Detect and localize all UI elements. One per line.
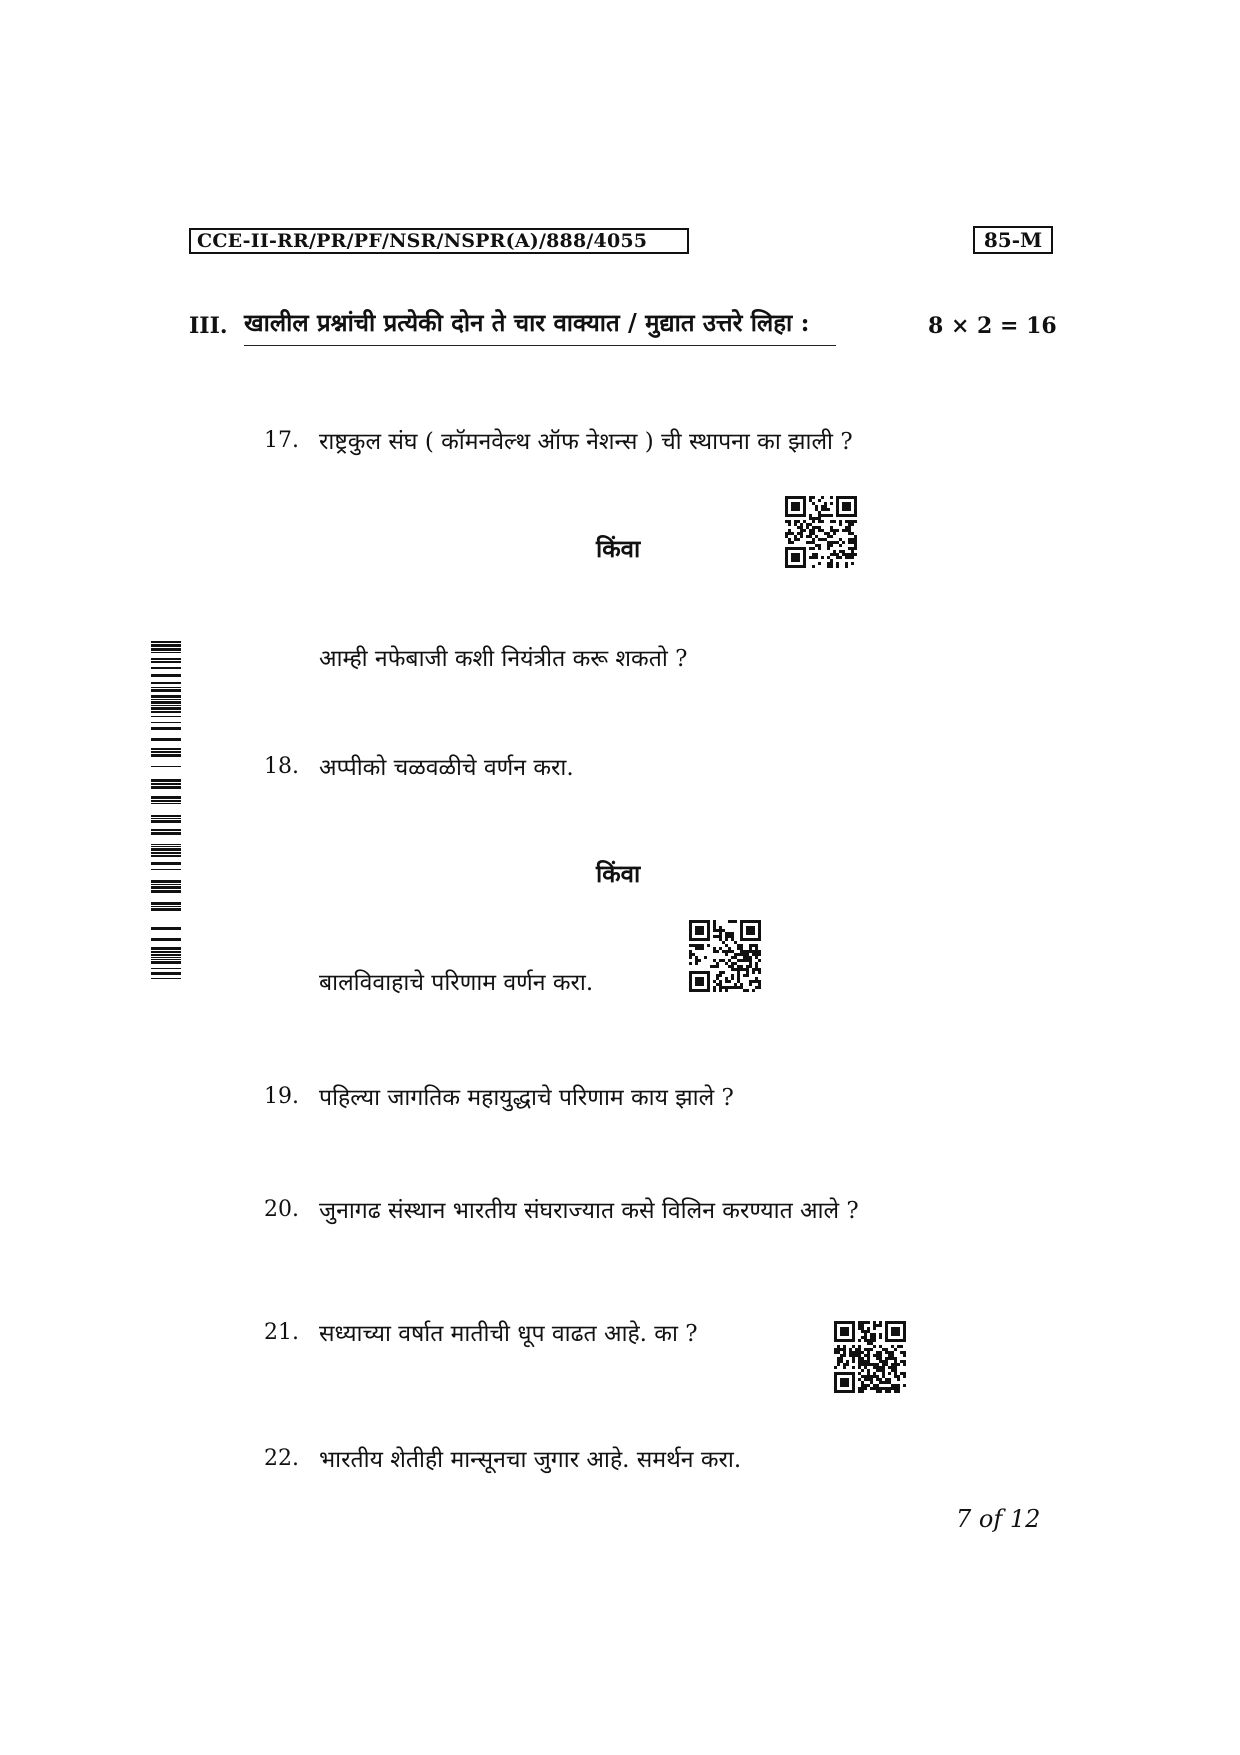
question-19-text: पहिल्या जागतिक महायुद्धाचे परिणाम काय झाले ?: [319, 1085, 734, 1111]
question-21-text: सध्याच्या वर्षात मातीची धूप वाढत आहे. का ?: [319, 1321, 698, 1347]
question-17-alt-text: आम्ही नफेबाजी कशी नियंत्रीत करू शकतो ?: [319, 646, 688, 672]
question-18-text: अप्पीको चळवळीचे वर्णन करा.: [319, 755, 574, 781]
section-instruction: खालील प्रश्नांची प्रत्येकी दोन ते चार वाक्यात / मुद्यात उत्तरे लिहा :: [244, 306, 836, 346]
qr-code-icon: [834, 1321, 906, 1393]
section-marks: 8 × 2 = 16: [928, 313, 1057, 339]
question-17-number: 17.: [264, 428, 299, 453]
subject-code: 85-M: [973, 226, 1053, 254]
or-label-17: किंवा: [596, 534, 641, 563]
question-18-number: 18.: [264, 754, 299, 779]
qr-code-icon: [785, 496, 857, 568]
section-number: III.: [189, 313, 228, 339]
question-22-text: भारतीय शेतीही मान्सूनचा जुगार आहे. समर्थन करा.: [319, 1447, 742, 1473]
paper-code: CCE-II-RR/PR/PF/NSR/NSPR(A)/888/4055: [189, 228, 689, 254]
question-22-number: 22.: [264, 1446, 299, 1471]
question-20-text: जुनागढ संस्थान भारतीय संघराज्यात कसे विलिन करण्यात आले ?: [319, 1198, 859, 1224]
question-19-number: 19.: [264, 1084, 299, 1109]
page-number: 7 of 12: [956, 1505, 1041, 1533]
question-18-alt-text: बालविवाहाचे परिणाम वर्णन करा.: [319, 970, 594, 996]
barcode-icon: [151, 637, 181, 989]
or-label-18: किंवा: [596, 859, 641, 888]
qr-code-icon: [689, 920, 761, 992]
question-17-text: राष्ट्रकुल संघ ( कॉमनवेल्थ ऑफ नेशन्स ) ची स्थापना का झाली ?: [319, 429, 853, 455]
question-20-number: 20.: [264, 1197, 299, 1222]
question-21-number: 21.: [264, 1320, 299, 1345]
